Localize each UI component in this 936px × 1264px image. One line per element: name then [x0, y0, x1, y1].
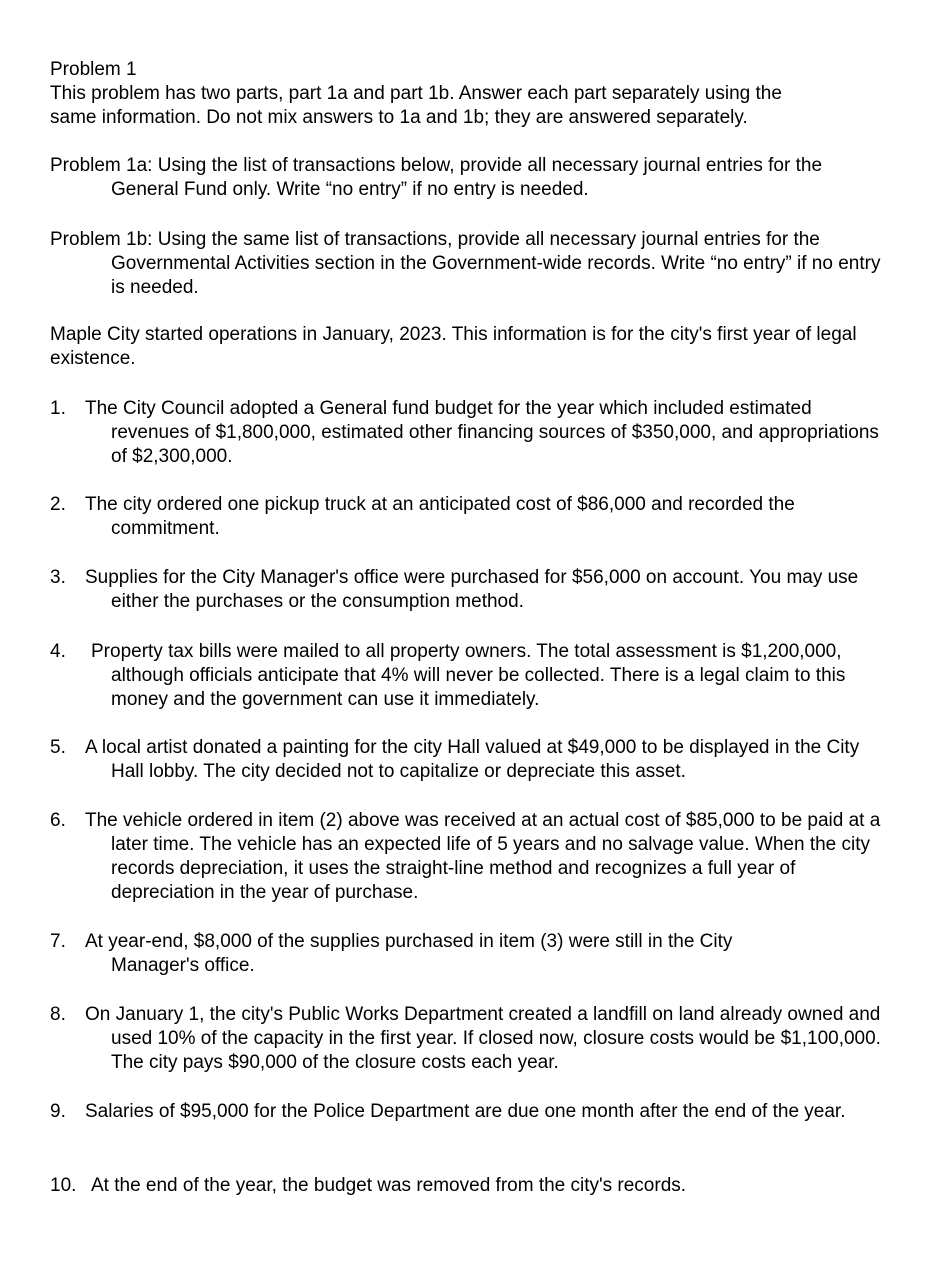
item-text: The city ordered one pickup truck at an anticipated cost of $86,000 and recorded the commitment. [85, 494, 795, 539]
item-text: Salaries of $95,000 for the Police Department are due one month after the end of the year. [85, 1101, 846, 1122]
item-number: 8. [50, 1004, 66, 1025]
part-1b-instructions: Problem 1b: Using the same list of transactions, provide all necessary journal entries for the Governmental Activities section in the Government-wide records. Write “no entry” if no entry is needed. [50, 229, 881, 298]
item-text: The City Council adopted a General fund budget for the year which included estimated revenues of $1,800,000, estimated other financing sources of $350,000, and appropriations of $2,300,000. [85, 398, 879, 467]
list-item-1 [50, 397, 890, 469]
item-number: 9. [50, 1101, 66, 1122]
list-item-8 [50, 1003, 890, 1075]
item-text: Property tax bills were mailed to all property owners. The total assessment is $1,200,000, although officials anticipate that 4% will never be collected. There is a legal claim to this money and the government can use it immediately. [91, 641, 846, 710]
intro-line-2: same information. Do not mix answers to 1a and 1b; they are answered separately. [50, 107, 748, 128]
list-item-6 [50, 809, 890, 905]
item-text: A local artist donated a painting for the city Hall valued at $49,000 to be displayed in the City Hall lobby. The city decided not to capitalize or depreciate this asset. [85, 737, 860, 782]
background-paragraph: Maple City started operations in January, 2023. This information is for the city's first year of legal existence. [50, 324, 857, 369]
item-number: 7. [50, 931, 66, 952]
list-item-2 [50, 493, 890, 541]
intro-line-1: This problem has two parts, part 1a and part 1b. Answer each part separately using the [50, 83, 782, 104]
item-number: 4. [50, 641, 66, 662]
list-item-5 [50, 736, 890, 784]
list-item-10 [50, 1174, 890, 1198]
list-item-4 [50, 640, 890, 712]
item-number: 3. [50, 567, 66, 588]
item-text: On January 1, the city's Public Works Department created a landfill on land already owned and used 10% of the capacity in the first year. If closed now, closure costs would be $1,100,000. The city pays $90,000 of the closure costs each year. [85, 1004, 881, 1073]
item-text: Supplies for the City Manager's office were purchased for $56,000 on account. You may use either the purchases or the consumption method. [85, 567, 859, 612]
list-item-3 [50, 566, 881, 614]
item-number: 2. [50, 494, 66, 515]
item-number: 10. [50, 1175, 77, 1196]
item-number: 6. [50, 810, 66, 831]
problem-title: Problem 1 [50, 59, 137, 80]
item-number: 5. [50, 737, 66, 758]
list-item-9 [50, 1100, 890, 1124]
item-text: The vehicle ordered in item (2) above was received at an actual cost of $85,000 to be paid at a later time. The vehicle has an expected life of 5 years and no salvage value. When the city records depreciation, it uses the straight-line method and recognizes a full year of depreciation in the year of purchase. [85, 810, 881, 903]
item-text: At the end of the year, the budget was removed from the city's records. [91, 1175, 687, 1196]
item-number: 1. [50, 398, 66, 419]
part-1a-instructions: Problem 1a: Using the list of transactions below, provide all necessary journal entries for the General Fund only. Write “no entry” if no entry is needed. [50, 155, 823, 200]
item-text: At year-end, $8,000 of the supplies purchased in item (3) were still in the City Manager's office. [85, 931, 733, 976]
list-item-7 [50, 930, 811, 978]
